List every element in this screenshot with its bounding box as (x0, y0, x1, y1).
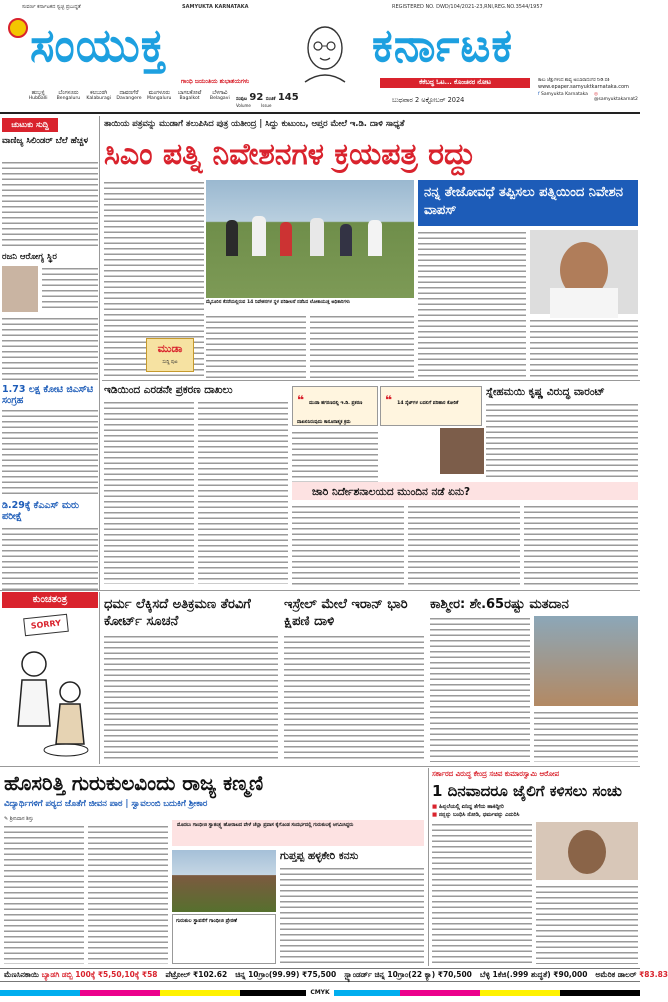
cartoon-sorry-sign: SORRY (23, 614, 69, 637)
court-body (104, 634, 278, 762)
bottom-divider (428, 768, 429, 966)
ed-body-col2 (198, 400, 288, 584)
brief-2-body-b (2, 316, 98, 382)
masthead (0, 16, 640, 112)
facebook-icon: f (538, 92, 542, 97)
gurukula-body-col2 (88, 824, 168, 964)
kumaraswamy-photo (536, 822, 638, 880)
warrant-headline: ಸ್ನೇಹಮಯಿ ಕೃಷ್ಣ ವಿರುದ್ಧ ವಾರಂಟ್ (486, 386, 605, 398)
top-tagline: ಸುವರ್ಣ ಕರ್ನಾಟಕದ ಸ್ವಚ್ಛ ಪ್ರಬುದ್ಧತೆ (22, 4, 81, 10)
lead-bottom-rule (102, 380, 640, 381)
ed-next-body-col2 (408, 504, 520, 586)
cartoon-divider (99, 592, 100, 764)
kashmir-headline: ಕಾಶ್ಮೀರ: ಶೇ.65ರಷ್ಟು ಮತದಾನ (430, 597, 569, 612)
siddaramaiah-photo (530, 230, 638, 314)
quote-icon: ❝ (385, 393, 393, 407)
gurukula-headline: ಹೊಸರಿತ್ತಿ ಗುರುಕುಲವಿಂದು ರಾಜ್ಯ ಕಣ್ಮಣಿ (4, 771, 264, 795)
jail-body-col1 (432, 822, 532, 964)
gurukula-photo (172, 850, 276, 912)
brief-2-title: ರಜನಿ ಆರೋಗ್ಯ ಸ್ಥಿರ (2, 252, 57, 262)
std-gold-rate: ಸ್ಟ್ಯಾಂಡರ್ಡ್ ಚಿನ್ನ 10ಗ್ರಾಂ(22 ಕ್ಯಾ) ₹70,500 (344, 970, 472, 979)
cartoon-box (2, 592, 98, 764)
rajini-photo (2, 266, 38, 312)
social-facebook[interactable]: f Samyukta Karnataka (538, 92, 588, 97)
brief-4-title: ಡಿ.29ಕ್ಕೆ ಕೆಎಎಸ್ ಮರು ಪರೀಕ್ಷೆ (2, 500, 80, 522)
silver-rate: ಬೆಳ್ಳಿ 1ಕೆಜಿ(.999 ಶುದ್ಧತೆ) ₹90,000 (479, 970, 588, 979)
city-editions (24, 90, 234, 110)
volume-block: ಸಂಪುಟ 92 ಸಂಚಿಕೆ 145 Volume Issue (236, 92, 299, 108)
quote-box-1: ❝ ಮುಡಾ ಹಗರಣದಲ್ಲಿ ಇ.ಡಿ. ಪ್ರಕರಣ ದಾಖಲಿಸಿರುವುದು ಕಾನೂನಾತ್ಮಕ ಕ್ರಮ (292, 386, 378, 426)
court-headline: ಧರ್ಮ ಲೆಕ್ಕಿಸದೆ ಅತಿಕ್ರಮಣ ತೆರವಿಗೆ ಕೋರ್ಟ್ ಸೂಚನೆ (104, 597, 251, 629)
ed-next-body-col1 (292, 504, 404, 586)
cmyk-mark: CMYK (306, 988, 334, 998)
market-rates-row (0, 968, 668, 982)
ed-next-body-col3 (524, 504, 638, 586)
lead-photo (206, 180, 414, 298)
website: www.epaper.samyuktkarnataka.com (538, 84, 629, 90)
row3-rule (0, 766, 640, 767)
lead-photo-caption: ಮೈಸೂರಿನ ಕೆಸರೆಯಲ್ಲಿರುವ 14 ನಿವೇಶನಗಳ ಸ್ಥಳ ಪರಿಶೀಲನೆ ನಡೆಸಿದ ಲೋಕಾಯುಕ್ತ ಅಧಿಕಾರಿಗಳು (206, 300, 350, 305)
gold-rate: ಚಿನ್ನ 10ಗ್ರಾಂ(99.99) ₹75,500 (235, 970, 337, 979)
voters-photo (534, 616, 638, 706)
gandhi-visit-box: ಮೊದಲು ಗಾಂಧೀಜಿ ಸ್ವಾತಂತ್ರ್ಯ ಹೋರಾಟದ ವೇಳೆ ಜೆಲ್ಲಾ ಪ್ರವಾಸ ಕೈಗೊಂಡ ಸಂದರ್ಭದಲ್ಲಿ ಗುರುಕುಲಕ್ಕೆ ಆಗಮಿಸಿದ್ದರು (172, 820, 424, 846)
gandhi-portrait (295, 20, 355, 86)
ed-body-col1 (104, 400, 194, 584)
jail-bullet-1: ■ ಹಿನ್ನಲೆಯಲ್ಲಿ ಏನಿದ್ದ ತೆಗೆದು ಹಾಕಿದ್ದೀರಿ (432, 804, 504, 810)
jail-headline: 1 ದಿನವಾದರೂ ಜೈಲಿಗೆ ಕಳಿಸಲು ಸಂಚು (432, 782, 622, 800)
brief-1-title: ವಾಣಿಜ್ಯ ಸಿಲಿಂಡರ್ ಬೆಲೆ ಹೆಚ್ಚಳ (2, 136, 89, 146)
brief-3-title: 1.73 ಲಕ್ಷ ಕೋಟಿ ಜಿಎಸ್‌ಟಿ ಸಂಗ್ರಹ (2, 384, 94, 406)
masthead-title-right: ಕರ್ನಾಟಕ (372, 18, 514, 72)
kashmir-body (430, 616, 530, 762)
registration: REGISTERED NO. DWD/104/2021-23,RNI,REG.NO.3544/1957 (392, 4, 543, 10)
israel-body (284, 634, 424, 762)
lead-body-col3 (310, 314, 414, 378)
masthead-subtitle: ಗಾಂಧಿ ಜಯಂತಿಯ ಶುಭಾಶಯಗಳು (180, 78, 250, 85)
english-name: SAMYUKTA KARNATAKA (182, 4, 249, 10)
gandhi-dream-body (280, 866, 424, 964)
brief-1-body (2, 160, 98, 248)
chili-rate: ಮೆಣಸಿನಕಾಯಿ ಬ್ಯಾಡಗಿ ಡಬ್ಬಿ 100ಕ್ಕೆ ₹5,50,10ಕ್ಕೆ ₹58 (4, 970, 158, 979)
right-body-col1 (418, 230, 526, 378)
city-edition: ಬೆಂಗಳೂರು Bengaluru (56, 90, 81, 101)
bullet-icon: ■ (432, 804, 439, 810)
left-col-divider (99, 116, 100, 590)
city-edition: ಬಾಗಲಕೋಟೆ Bagalkot (177, 90, 202, 101)
market-footer (0, 968, 668, 1002)
gurukula-quote-box: ಗುರುಕುಲ ಸ್ಥಾಪನೆಗೆ ಗಾಂಧೀಜಿ ಪ್ರೇರಣೆ (172, 914, 276, 964)
gandhi-dream-headline: ಗುಪ್ತಪ್ಪ ಹಳ್ಳಕೇರಿ ಕನಸು (280, 850, 359, 862)
gurukula-byline: ✎ ಶ್ರೀನಿವಾಸ ಶಿಸ್ತು (4, 816, 34, 822)
brief-2-body-a (42, 266, 98, 312)
left-column (2, 116, 98, 589)
bullet-icon: ■ (432, 812, 439, 818)
red-banner: ಕೆಕೆಬದ್ಧ ಓಟ... ಕೊಂಚನರ ನೋಟ (380, 78, 530, 88)
quote-box-2: ❝ 14 ಸೈಟ್‌ಗಳ ಬದಲಿಗೆ ಪರಿಹಾರ ಕೋರಿಕೆ (380, 386, 482, 426)
city-edition: ಬೆಳಗಾವಿ Belagavi (209, 90, 230, 101)
jail-kicker: ಸರ್ಕಾರದ ವಿರುದ್ಧ ಕೇಂದ್ರ ಸಚಿವ ಕುಮಾರಸ್ವಾಮಿ ಆರೋಪ (432, 770, 560, 778)
right-body-col2 (530, 318, 638, 378)
israel-headline: ಇಸ್ರೇಲ್ ಮೇಲೆ ಇರಾನ್ ಭಾರಿ ಕ್ಷಿಪಣಿ ದಾಳಿ (284, 597, 408, 629)
cartoon-title: ಕುಂಚತಂತ್ರ (2, 592, 98, 608)
usd-rate: ಅಮೆರಿಕ ಡಾಲರ್ ₹83.83 (595, 970, 668, 979)
lead-kicker: ತಾಯಿಯ ಪತ್ರವನ್ನು ಮುಡಾಗೆ ತಲುಪಿಸಿದ ಪುತ್ರ ಯತೀಂದ್ರ | ಸಿದ್ದು ಕುಟುಂಬ, ಆಪ್ತರ ಮೇಲೆ ಇ.ಡಿ. ದಾಳಿ ಸಾಧ್ಯತೆ (104, 118, 405, 128)
city-edition: ಮಂಗಳೂರು Mangaluru (147, 90, 172, 101)
social-instagram[interactable]: ◎ @samyuktakarnat2 (594, 92, 638, 102)
top-strip (0, 0, 640, 16)
quote-icon: ❝ (297, 393, 305, 407)
instagram-icon: ◎ (594, 92, 598, 97)
muda-tag: ಮುಡಾ ಸುದ್ದಿ ಪುಟ (146, 338, 194, 372)
lead-headline: ಸಿಎಂ ಪತ್ನಿ ನಿವೇಶನಗಳ ಕ್ರಯಪತ್ರ ರದ್ದು (104, 137, 476, 172)
jail-bullet-2: ■ ನನ್ನನ್ನು ಬಂಧಿಸಿ ನೋಡಿ, ಧರ್ಮವನ್ನು ಎದುರಿಸಿ (432, 812, 520, 818)
jail-body-col2 (536, 884, 638, 964)
masthead-rule (0, 112, 640, 114)
date-line: ಬುಧವಾರ 2 ಅಕ್ಟೋಬರ್ 2024 (392, 96, 465, 104)
city-edition: ದಾವಣಗೆರೆ Davangere (116, 90, 142, 101)
warrant-body (486, 402, 638, 478)
masthead-title-left: ಸಂಯುಕ್ತ (30, 18, 167, 72)
right-story-headline: ನನ್ನ ತೇಜೋವಧೆ ತಪ್ಪಿಸಲು ಪತ್ನಿಯಿಂದ ನಿವೇಶನ ವಾಪಸ್ (418, 180, 638, 226)
petrol-rate: ಪೆಟ್ರೋಲ್ ₹102.62 (165, 970, 228, 979)
logo-emblem-icon (8, 18, 28, 38)
briefs-section-label: ಚುಟುಕು ಸುದ್ದಿ (2, 118, 58, 132)
lead-body-col2 (206, 314, 306, 378)
brief-4-body (2, 526, 98, 590)
city-edition: ಕಲಬುರಗಿ Kalaburagi (86, 90, 111, 101)
krishna-photo (440, 428, 484, 474)
brief-3-body (2, 408, 98, 496)
ed-headline: ಇಡಿಯಿಂದ ಎರಡನೇ ಪ್ರಕರಣ ದಾಖಲು (104, 384, 233, 396)
gurukula-subhead: ವಿದ್ಯಾರ್ಥಿಗಳಿಗೆ ಪಠ್ಯದ ಜೊತೆಗೆ ಜೀವನ ಪಾಠ | ಸ್ವಾವಲಂಬಿ ಬದುಕಿಗೆ ಶ್ರೀಕಾರ (4, 798, 208, 808)
kashmir-body-2 (534, 710, 638, 762)
ed-next-headline: ಜಾರಿ ನಿರ್ದೇಶನಾಲಯದ ಮುಂದಿನ ನಡೆ ಏನು? (312, 486, 471, 498)
city-edition: ಹುಬ್ಬಳ್ಳಿ Hubballi (28, 90, 48, 101)
row2-rule (0, 590, 640, 591)
cartoon-drawing (6, 640, 94, 760)
gurukula-body-col1 (4, 824, 84, 964)
right-note: ಕಾಲು ಜೆತ್ತುಗಳಿಂದ ಶಾವ್ಯ ಅಂಬಾರಾದಂಗರ ನೀಡಿ ಪಕಿ (538, 78, 610, 83)
